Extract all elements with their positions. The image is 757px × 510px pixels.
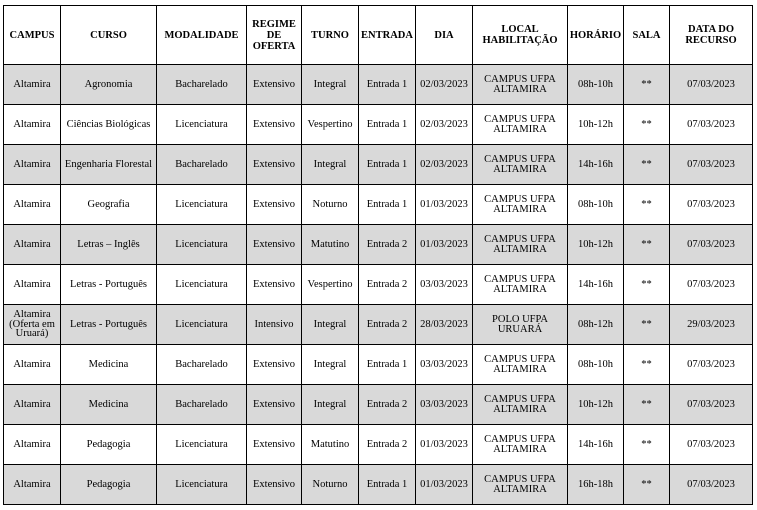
cell-local bbox=[473, 425, 568, 465]
header-modalidade: MODALIDADE bbox=[157, 6, 247, 65]
cell-local-line1: CAMPUS UFPA bbox=[484, 353, 556, 365]
cell-entrada: Entrada 1 bbox=[359, 465, 416, 505]
header-regime-line3: OFERTA bbox=[252, 40, 296, 52]
cell-turno: Vespertino bbox=[302, 265, 359, 305]
cell-curso: Agronomia bbox=[61, 65, 157, 105]
cell-local-line1: CAMPUS UFPA bbox=[484, 473, 556, 485]
cell-local-line2: ALTAMIRA bbox=[493, 83, 547, 95]
cell-sala: ** bbox=[624, 425, 670, 465]
cell-local bbox=[473, 265, 568, 305]
cell-modalidade: Bacharelado bbox=[157, 385, 247, 425]
header-local-line2: HABILITAÇÃO bbox=[482, 35, 558, 46]
cell-local-line2: ALTAMIRA bbox=[493, 283, 547, 295]
header-regime bbox=[247, 6, 302, 65]
header-local bbox=[473, 6, 568, 65]
cell-local-line2: ALTAMIRA bbox=[493, 483, 547, 495]
cell-entrada: Entrada 2 bbox=[359, 225, 416, 265]
header-entrada: ENTRADA bbox=[359, 6, 416, 65]
cell-modalidade: Bacharelado bbox=[157, 65, 247, 105]
table-row bbox=[4, 225, 753, 265]
header-data-recurso bbox=[670, 6, 753, 65]
cell-sala: ** bbox=[624, 465, 670, 505]
cell-dia: 01/03/2023 bbox=[416, 225, 473, 265]
cell-sala: ** bbox=[624, 65, 670, 105]
cell-data-recurso: 07/03/2023 bbox=[670, 225, 753, 265]
cell-horario: 14h-16h bbox=[568, 265, 624, 305]
cell-local-line2: ALTAMIRA bbox=[493, 203, 547, 215]
cell-curso: Letras - Português bbox=[61, 305, 157, 345]
cell-local bbox=[473, 185, 568, 225]
cell-entrada: Entrada 1 bbox=[359, 105, 416, 145]
cell-local-line2: ALTAMIRA bbox=[493, 443, 547, 455]
cell-horario: 08h-10h bbox=[568, 185, 624, 225]
table-row bbox=[4, 425, 753, 465]
cell-regime: Extensivo bbox=[247, 265, 302, 305]
cell-modalidade: Licenciatura bbox=[157, 225, 247, 265]
cell-turno: Noturno bbox=[302, 185, 359, 225]
cell-turno: Noturno bbox=[302, 465, 359, 505]
table-row bbox=[4, 185, 753, 225]
header-row bbox=[4, 6, 753, 65]
cell-local-line1: POLO UFPA bbox=[492, 313, 548, 325]
header-regime-line2: DE bbox=[266, 29, 282, 41]
cell-turno: Integral bbox=[302, 345, 359, 385]
cell-regime: Extensivo bbox=[247, 385, 302, 425]
header-turno: TURNO bbox=[302, 6, 359, 65]
cell-local-line1: CAMPUS UFPA bbox=[484, 273, 556, 285]
header-local-line1: LOCAL bbox=[501, 24, 539, 35]
cell-horario: 14h-16h bbox=[568, 145, 624, 185]
header-campus: CAMPUS bbox=[4, 6, 61, 65]
cell-local-line1: CAMPUS UFPA bbox=[484, 113, 556, 125]
cell-local-line1: CAMPUS UFPA bbox=[484, 193, 556, 205]
cell-turno: Matutino bbox=[302, 225, 359, 265]
cell-modalidade: Bacharelado bbox=[157, 345, 247, 385]
cell-local-line2: URUARÁ bbox=[497, 323, 543, 335]
cell-horario: 14h-16h bbox=[568, 425, 624, 465]
header-sala: SALA bbox=[624, 6, 670, 65]
cell-turno: Vespertino bbox=[302, 105, 359, 145]
cell-modalidade: Licenciatura bbox=[157, 105, 247, 145]
cell-regime: Extensivo bbox=[247, 185, 302, 225]
cell-dia: 02/03/2023 bbox=[416, 105, 473, 145]
cell-turno: Integral bbox=[302, 145, 359, 185]
cell-entrada: Entrada 2 bbox=[359, 385, 416, 425]
cell-turno: Integral bbox=[302, 385, 359, 425]
cell-campus: Altamira bbox=[4, 145, 61, 185]
cell-sala: ** bbox=[624, 345, 670, 385]
cell-turno: Integral bbox=[302, 305, 359, 345]
cell-entrada: Entrada 1 bbox=[359, 65, 416, 105]
header-curso: CURSO bbox=[61, 6, 157, 65]
cell-local-line1: CAMPUS UFPA bbox=[484, 393, 556, 405]
cell-entrada: Entrada 1 bbox=[359, 345, 416, 385]
cell-modalidade: Licenciatura bbox=[157, 305, 247, 345]
cell-regime: Extensivo bbox=[247, 105, 302, 145]
cell-curso: Ciências Biológicas bbox=[61, 105, 157, 145]
header-dia: DIA bbox=[416, 6, 473, 65]
cell-regime: Extensivo bbox=[247, 145, 302, 185]
cell-curso: Pedagogia bbox=[61, 425, 157, 465]
cell-local-line1: CAMPUS UFPA bbox=[484, 153, 556, 165]
cell-curso: Engenharia Florestal bbox=[61, 145, 157, 185]
cell-campus: Altamira bbox=[4, 105, 61, 145]
cell-data-recurso: 07/03/2023 bbox=[670, 265, 753, 305]
cell-data-recurso: 07/03/2023 bbox=[670, 345, 753, 385]
cell-local bbox=[473, 105, 568, 145]
cell-local-line2: ALTAMIRA bbox=[493, 243, 547, 255]
cell-local-line2: ALTAMIRA bbox=[493, 403, 547, 415]
cell-horario: 10h-12h bbox=[568, 385, 624, 425]
cell-sala: ** bbox=[624, 105, 670, 145]
cell-entrada: Entrada 2 bbox=[359, 305, 416, 345]
cell-entrada: Entrada 2 bbox=[359, 265, 416, 305]
cell-regime: Intensivo bbox=[247, 305, 302, 345]
cell-horario: 08h-10h bbox=[568, 65, 624, 105]
cell-horario: 08h-12h bbox=[568, 305, 624, 345]
cell-horario: 10h-12h bbox=[568, 225, 624, 265]
cell-campus: Altamira (Oferta em Uruará) bbox=[4, 305, 61, 345]
table-row bbox=[4, 65, 753, 105]
header-horario: HORÁRIO bbox=[568, 6, 624, 65]
cell-dia: 03/03/2023 bbox=[416, 385, 473, 425]
table-row bbox=[4, 345, 753, 385]
cell-entrada: Entrada 2 bbox=[359, 425, 416, 465]
cell-campus: Altamira bbox=[4, 265, 61, 305]
header-data-recurso-line1: DATA DO bbox=[688, 24, 734, 35]
cell-data-recurso: 07/03/2023 bbox=[670, 145, 753, 185]
cell-local bbox=[473, 145, 568, 185]
cell-dia: 02/03/2023 bbox=[416, 145, 473, 185]
cell-local-line2: ALTAMIRA bbox=[493, 163, 547, 175]
table-row bbox=[4, 465, 753, 505]
cell-campus: Altamira bbox=[4, 225, 61, 265]
cell-modalidade: Licenciatura bbox=[157, 185, 247, 225]
cell-regime: Extensivo bbox=[247, 425, 302, 465]
cell-local-line2: ALTAMIRA bbox=[493, 363, 547, 375]
table-row bbox=[4, 145, 753, 185]
cell-modalidade: Licenciatura bbox=[157, 465, 247, 505]
cell-regime: Extensivo bbox=[247, 345, 302, 385]
cell-sala: ** bbox=[624, 225, 670, 265]
cell-campus: Altamira bbox=[4, 425, 61, 465]
schedule-table bbox=[3, 5, 753, 505]
cell-dia: 01/03/2023 bbox=[416, 425, 473, 465]
cell-modalidade: Licenciatura bbox=[157, 425, 247, 465]
cell-curso: Geografia bbox=[61, 185, 157, 225]
cell-dia: 28/03/2023 bbox=[416, 305, 473, 345]
table-row bbox=[4, 265, 753, 305]
cell-curso: Medicina bbox=[61, 385, 157, 425]
cell-dia: 01/03/2023 bbox=[416, 185, 473, 225]
header-regime-line1: REGIME bbox=[252, 18, 296, 30]
table-row bbox=[4, 305, 753, 345]
cell-entrada: Entrada 1 bbox=[359, 145, 416, 185]
cell-sala: ** bbox=[624, 265, 670, 305]
cell-regime: Extensivo bbox=[247, 65, 302, 105]
cell-curso: Medicina bbox=[61, 345, 157, 385]
cell-data-recurso: 07/03/2023 bbox=[670, 65, 753, 105]
cell-dia: 03/03/2023 bbox=[416, 345, 473, 385]
cell-local bbox=[473, 385, 568, 425]
cell-data-recurso: 07/03/2023 bbox=[670, 185, 753, 225]
cell-modalidade: Licenciatura bbox=[157, 265, 247, 305]
cell-data-recurso: 07/03/2023 bbox=[670, 385, 753, 425]
cell-sala: ** bbox=[624, 385, 670, 425]
cell-campus: Altamira bbox=[4, 465, 61, 505]
cell-regime: Extensivo bbox=[247, 225, 302, 265]
cell-regime: Extensivo bbox=[247, 465, 302, 505]
cell-dia: 02/03/2023 bbox=[416, 65, 473, 105]
cell-data-recurso: 07/03/2023 bbox=[670, 105, 753, 145]
cell-sala: ** bbox=[624, 185, 670, 225]
cell-campus: Altamira bbox=[4, 185, 61, 225]
table-row bbox=[4, 385, 753, 425]
cell-campus: Altamira bbox=[4, 385, 61, 425]
cell-horario: 10h-12h bbox=[568, 105, 624, 145]
header-data-recurso-line2: RECURSO bbox=[685, 35, 737, 46]
cell-modalidade: Bacharelado bbox=[157, 145, 247, 185]
cell-turno: Integral bbox=[302, 65, 359, 105]
cell-local bbox=[473, 65, 568, 105]
cell-dia: 01/03/2023 bbox=[416, 465, 473, 505]
cell-local-line2: ALTAMIRA bbox=[493, 123, 547, 135]
cell-campus: Altamira bbox=[4, 65, 61, 105]
cell-dia: 03/03/2023 bbox=[416, 265, 473, 305]
cell-horario: 08h-10h bbox=[568, 345, 624, 385]
cell-curso: Letras – Inglês bbox=[61, 225, 157, 265]
cell-sala: ** bbox=[624, 145, 670, 185]
cell-local bbox=[473, 225, 568, 265]
cell-local-line1: CAMPUS UFPA bbox=[484, 233, 556, 245]
cell-local bbox=[473, 465, 568, 505]
cell-entrada: Entrada 1 bbox=[359, 185, 416, 225]
cell-curso: Pedagogia bbox=[61, 465, 157, 505]
cell-local-line1: CAMPUS UFPA bbox=[484, 73, 556, 85]
cell-data-recurso: 07/03/2023 bbox=[670, 465, 753, 505]
cell-campus: Altamira bbox=[4, 345, 61, 385]
cell-sala: ** bbox=[624, 305, 670, 345]
cell-data-recurso: 29/03/2023 bbox=[670, 305, 753, 345]
cell-turno: Matutino bbox=[302, 425, 359, 465]
table-row bbox=[4, 105, 753, 145]
cell-local bbox=[473, 345, 568, 385]
cell-horario: 16h-18h bbox=[568, 465, 624, 505]
cell-data-recurso: 07/03/2023 bbox=[670, 425, 753, 465]
cell-local-line1: CAMPUS UFPA bbox=[484, 433, 556, 445]
cell-local bbox=[473, 305, 568, 345]
cell-curso: Letras - Português bbox=[61, 265, 157, 305]
table-body bbox=[4, 65, 753, 505]
